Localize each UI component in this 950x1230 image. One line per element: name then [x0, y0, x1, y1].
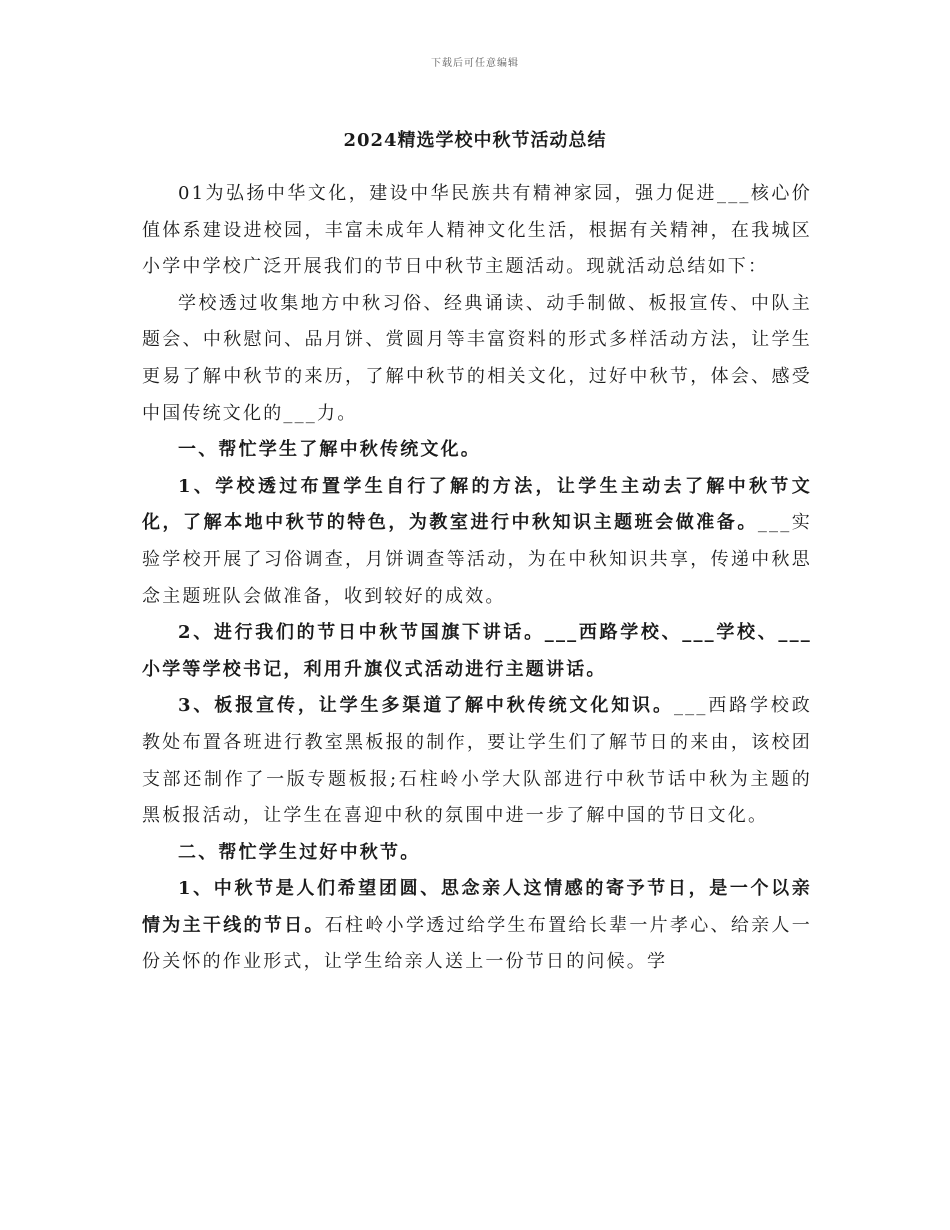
paragraph-item-1-2 — [142, 615, 812, 688]
paragraph-item-1-1 — [142, 469, 812, 615]
document-body — [142, 176, 812, 981]
paragraph-item-1-3 — [142, 688, 812, 834]
paragraph-text: 石柱岭小学透过给学生布置给长辈一片孝心、给亲人一份关怀的作业形式，让学生给亲人送上一份节日的问候。学 — [142, 914, 812, 973]
paragraph-bold-lead: 1、学校透过布置学生自行了解的方法，让学生主动去了解中秋节文化，了解本地中秋节的特色，为教室进行中秋知识主题班会做准备。 — [142, 475, 812, 534]
document-title: 2024精选学校中秋节活动总结 — [343, 130, 607, 151]
section-heading-1 — [142, 432, 812, 469]
paragraph-methods — [142, 286, 812, 432]
paragraph-text: ___西路学校政教处布置各班进行教室黑板报的制作，要让学生们了解节日的来由，该校团支部还制作了一版专题板报;石柱岭小学大队部进行中秋节话中秋为主题的黑板报活动，让学生在喜迎中秋的氛围中进一步了解中国的节日文化。 — [142, 695, 812, 827]
paragraph-text: 学校透过收集地方中秋习俗、经典诵读、动手制做、板报宣传、中队主题会、中秋慰问、品月饼、赏圆月等丰富资料的形式多样活动方法，让学生更易了解中秋节的来历，了解中秋节的相关文化，过好中秋节，体会、感受中国传统文化的___力。 — [142, 292, 812, 424]
paragraph-text: ___实验学校开展了习俗调查，月饼调查等活动，为在中秋知识共享，传递中秋思念主题班队会做准备，收到较好的成效。 — [142, 512, 812, 607]
header-note: 下载后可任意编辑 — [431, 58, 519, 69]
section-heading-text: 二、帮忙学生过好中秋节。 — [178, 841, 421, 863]
paragraph-bold-lead: 2、进行我们的节日中秋节国旗下讲话。___西路学校、___学校、___小学等学校书记，利用升旗仪式活动进行主题讲话。 — [142, 622, 812, 680]
paragraph-bold-lead: 3、板报宣传，让学生多渠道了解中秋传统文化知识。 — [178, 695, 674, 717]
paragraph-text: 01为弘扬中华文化，建设中华民族共有精神家园，强力促进___核心价值体系建设进校园，丰富未成年人精神文化生活，根据有关精神，在我城区小学中学校广泛开展我们的节日中秋节主题活动。现就活动总结如下： — [142, 183, 812, 278]
section-heading-2 — [142, 835, 812, 872]
paragraph-intro — [142, 176, 812, 286]
paragraph-item-2-1 — [142, 871, 812, 981]
paragraph-bold-lead: 1、中秋节是人们希望团圆、思念亲人这情感的寄予节日，是一个以亲情为主干线的节日。 — [142, 878, 812, 936]
section-heading-text: 一、帮忙学生了解中秋传统文化。 — [178, 439, 481, 461]
